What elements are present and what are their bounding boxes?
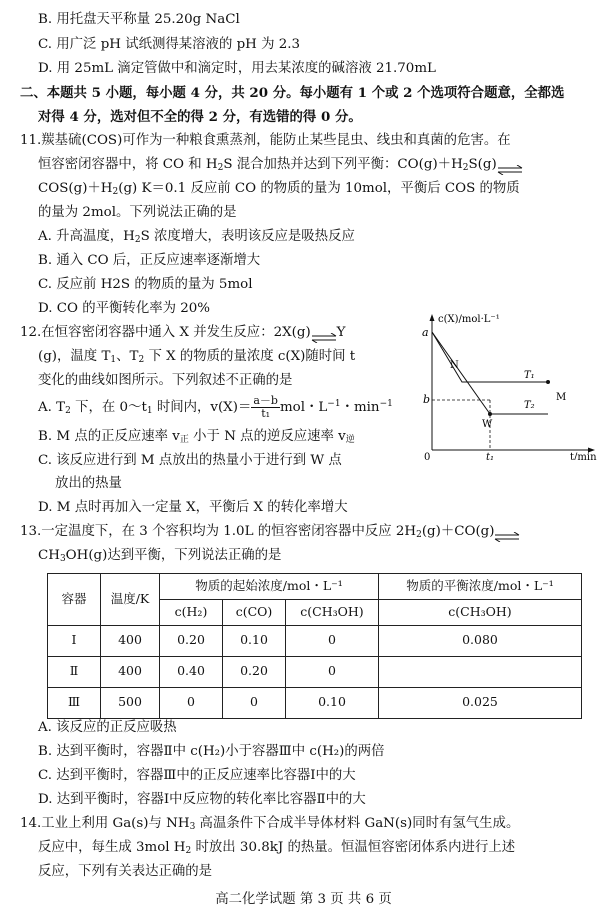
point-w: [488, 412, 492, 416]
q14-stem-line3: 反应，下列有关表达正确的是: [38, 864, 213, 879]
equilibrium-arrow-icon: [497, 160, 523, 170]
q11-number: 11.: [20, 133, 42, 148]
section-heading-cont: 对得 4 分，选对但不全的得 2 分，有选错的得 0 分。: [38, 109, 362, 125]
y-axis-label: c(X)/mol·L⁻¹: [438, 314, 500, 325]
equilibrium-arrow-icon: [494, 527, 520, 537]
q12-option-c: C. 该反应进行到 M 点放出的热量小于进行到 W 点: [38, 453, 342, 468]
concentration-time-graph: [420, 310, 605, 460]
q11-stem-line3: $COS(g)+H_2(g)$ K＝0.1 反应前 CO 的物质的量为 10mol，平衡后 COS 的物质: [38, 181, 520, 197]
q11-stem-line2: 恒容密闭容器中，将 CO 和 $H_2S$ 混合加热并达到下列平衡：$CO(g)+H_2S(g)$: [38, 153, 523, 178]
q13-option-b: B. 达到平衡时，容器Ⅱ中 c(H₂)小于容器Ⅲ中 c(H₂)的两倍: [38, 744, 385, 759]
q13-option-a: A. 该反应的正反应吸热: [38, 720, 177, 735]
origin-label: 0: [424, 452, 431, 460]
q13-stem-line1: 13.一定温度下，在 3 个容积均为 1.0L 的恒容密闭容器中反应 $2H_2(g)+CO(g)$: [20, 520, 520, 545]
page-footer: 高二化学试题 第 3 页 共 6 页: [215, 892, 392, 907]
q13-option-c: C. 达到平衡时，容器Ⅲ中的正反应速率比容器Ⅰ中的大: [38, 768, 356, 783]
q12-stem-line3: 变化的曲线如图所示。下列叙述不正确的是: [38, 373, 293, 388]
q11-stem-line4: 的量为 2mol。下列说法正确的是: [38, 205, 237, 220]
q12-option-d: D. M 点时再加入一定量 X，平衡后 X 的转化率增大: [38, 500, 348, 515]
x-axis-label: t/min: [570, 452, 597, 460]
tick-t1: t₁: [486, 452, 495, 460]
header-eq-conc: 物质的平衡浓度/mol・L⁻¹: [379, 574, 582, 600]
equilibrium-table: [47, 573, 582, 719]
q11-option-c: C. 反应前 H2S 的物质的量为 5mol: [38, 277, 253, 292]
q14-stem-line1: 14.工业上利用 Ga(s)与 $NH_3$ 高温条件下合成半导体材料 GaN(s)同时有氢气生成。: [20, 816, 520, 832]
equilibrium-arrow-icon: [311, 328, 337, 338]
q11-option-d: D. CO 的平衡转化率为 20%: [38, 301, 211, 316]
q11-option-a: A. 升高温度，$H_2S$ 浓度增大，表明该反应是吸热反应: [38, 229, 355, 245]
subheader-h2: c(H₂): [160, 600, 223, 626]
q14-stem-line2: 反应中，每生成 3mol $H_2$ 时放出 30.8kJ 的热量。恒温恒容密闭体系内进行上述: [38, 840, 516, 856]
header-temperature: 温度/K: [101, 574, 160, 626]
header-container: 容器: [48, 574, 101, 626]
option-b-line: B. 用托盘天平称量 25.20g NaCl: [38, 12, 240, 27]
fraction: $\frac{a-b}{\text{t₁}}$: [253, 394, 278, 420]
point-m: [546, 380, 550, 384]
tick-a: a: [422, 326, 429, 339]
q12-stem-line2: (g)，温度 $T_1$、$T_2$ 下 X 的物质的量浓度 c(X)随时间 t: [38, 349, 356, 365]
q12-option-c-cont: 放出的热量: [55, 476, 122, 491]
q13-option-d: D. 达到平衡时，容器Ⅰ中反应物的转化率比容器Ⅱ中的大: [38, 792, 366, 807]
q12-option-b: B. M 点的正反应速率 $v_正$ 小于 N 点的逆反应速率 $v_逆$: [38, 429, 355, 445]
option-d-line: D. 用 25mL 滴定管做中和滴定时，用去某浓度的碱溶液 21.70mL: [38, 61, 436, 76]
q13-stem-line2: $CH_3OH(g)$达到平衡，下列说法正确的是: [38, 548, 282, 564]
label-w: W: [482, 419, 493, 430]
label-n: N: [450, 360, 459, 371]
q12-option-a: A. $T_2$ 下，在 $0\sim t_1$ 时间内，v(X)＝ $\frac{a-b}{\text{t₁}}$ mol・$L^{-1}$・$\min^{-1}$: [38, 394, 393, 420]
option-c-line: C. 用广泛 pH 试纸测得某溶液的 pH 为 2.3: [38, 37, 301, 52]
table-row: Ⅰ 400 0.20 0.10 0 0.080: [48, 625, 582, 656]
tick-b: b: [423, 393, 431, 406]
subheader-co: c(CO): [223, 600, 286, 626]
subheader-ch3oh: c(CH₃OH): [286, 600, 379, 626]
header-start-conc: 物质的起始浓度/mol・L⁻¹: [160, 574, 379, 600]
table-row: Ⅲ 500 0 0 0.10 0.025: [48, 687, 582, 718]
label-t2: T₂: [524, 400, 535, 411]
table-row: Ⅱ 400 0.40 0.20 0: [48, 656, 582, 687]
subheader-eq-ch3oh: c(CH₃OH): [379, 600, 582, 626]
section-heading: 二、本题共 5 小题，每小题 4 分，共 20 分。每小题有 1 个或 2 个选项符合题意，全都选: [20, 85, 565, 101]
q11-stem-line1: [20, 129, 511, 154]
q11-text: 羰基硫(COS)可作为一种粮食熏蒸剂，能防止某些昆虫、线虫和真菌的危害。在: [41, 133, 511, 148]
q12-stem-line1: 12.在恒容密闭容器中通入 X 并发生反应：2X(g) Y: [20, 321, 346, 346]
q11-option-b: B. 通入 CO 后，正反应速率逐渐增大: [38, 253, 261, 268]
label-m: M: [556, 392, 567, 403]
label-t1: T₁: [524, 370, 535, 381]
